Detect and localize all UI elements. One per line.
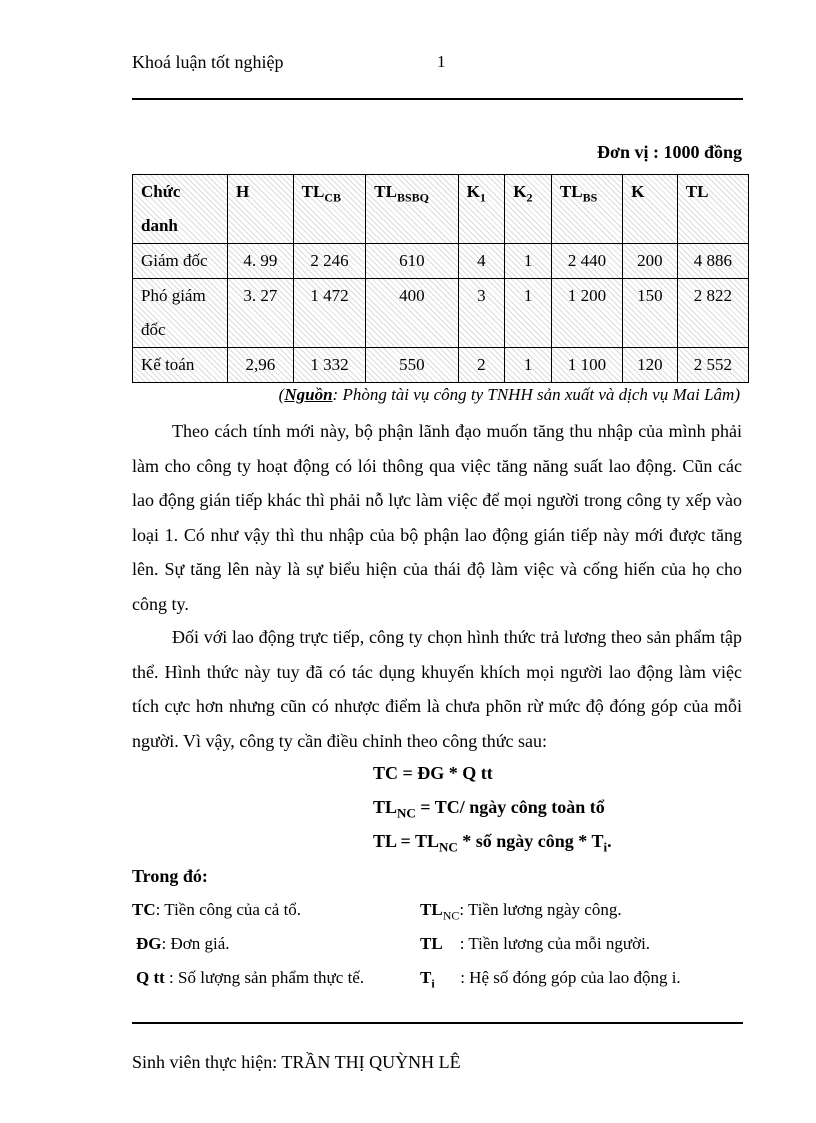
header-tlbsbq-sub: BSBQ [396, 190, 429, 205]
definition-ti [420, 968, 681, 991]
cell-title: Kế toán [133, 348, 228, 383]
formula-tl-sub: NC [438, 839, 458, 855]
header-k2-text: K [513, 182, 527, 201]
cell-tlbs: 1 200 [551, 279, 622, 348]
cell-tlbsbq: 550 [366, 348, 458, 383]
paragraph: Đối với lao động trực tiếp, công ty chọn hình thức trả lương theo sản phẩm tập thể. Hình thức này tuy đã có tác dụng khuyến khích mọi người lao động làm việc tích cực hơn nhưng cũn có nhược điểm là chưa phõn rừ mức độ đóng góp của mỗi người. Vì vậy, công ty cần điều chỉnh theo công thức sau: [132, 627, 742, 751]
cell-k1: 2 [458, 348, 505, 383]
table-row [133, 244, 749, 279]
cell-h: 4. 99 [228, 244, 294, 279]
formula-tlnc-sub: NC [397, 805, 416, 821]
where-title: Trong đó: [132, 866, 208, 886]
cell-h: 3. 27 [228, 279, 294, 348]
cell-tl: 4 886 [677, 244, 748, 279]
header-cell-tlbsbq [366, 175, 458, 244]
formula-tl [373, 831, 612, 856]
formula-tlnc-term: TL [373, 797, 398, 817]
definition-dg [136, 934, 230, 954]
cell-tlbs: 1 100 [551, 348, 622, 383]
footer-divider [132, 1022, 743, 1024]
def-term: Q tt [136, 968, 165, 987]
def-text: : Tiền công của cả tổ. [155, 900, 302, 919]
def-text: : Tiền lương của mỗi người. [442, 934, 651, 953]
def-text: : Hệ số đóng góp của lao động i. [434, 968, 681, 987]
header-tlcb-sub: CB [324, 190, 342, 205]
header-cell-k [623, 175, 678, 244]
formula-tc: TC = ĐG * Q tt [373, 763, 493, 783]
cell-k2: 1 [505, 348, 552, 383]
def-sub: i [431, 976, 435, 991]
cell-tlbsbq: 400 [366, 279, 458, 348]
table-row [133, 348, 749, 383]
header-tlcb-text: TL [301, 182, 325, 201]
def-text: : Đơn giá. [161, 934, 230, 953]
header-tlbs-text: TL [559, 182, 583, 201]
header-title: Khoá luận tốt nghiệp [132, 52, 284, 72]
source-open-paren: ( [278, 385, 285, 404]
def-sub: NC [442, 908, 460, 923]
cell-title: Phó giám đốc [133, 279, 228, 348]
formula-tl-end: . [607, 831, 612, 851]
header-tlbsbq-text: TL [374, 182, 397, 201]
cell-k: 150 [623, 279, 678, 348]
paragraph: Theo cách tính mới này, bộ phận lãnh đạo muốn tăng thu nhập của mình phải làm cho công ty hoạt động có lói thông qua việc tăng năng suất lao động. Cũn các lao động gián tiếp khác thì phải nỗ lực làm việc để mọi người trong công ty xếp vào loại 1. Có như vậy thì thu nhập của bộ phận lao động gián tiếp này mới được tăng lên. Sự tăng lên này là sự biểu hiện của thái độ làm việc và cống hiến của họ cho công ty. [132, 421, 742, 614]
header-cell-tlbs [551, 175, 622, 244]
header-cell-title [133, 175, 228, 244]
cell-tl: 2 822 [677, 279, 748, 348]
cell-tlcb: 1 332 [293, 348, 366, 383]
header-cell-k2 [505, 175, 552, 244]
table-row [133, 279, 749, 348]
cell-tlbsbq: 610 [366, 244, 458, 279]
def-term: TC [132, 900, 156, 919]
header-k2-sub: 2 [526, 190, 533, 205]
header-k1-sub: 1 [479, 190, 486, 205]
cell-k1: 3 [458, 279, 505, 348]
formula-tlnc-rest: = TC/ ngày công toàn tổ [415, 797, 605, 817]
def-term: TL [420, 900, 443, 919]
header-k-text: K [631, 182, 645, 201]
formula-tl-rest: * số ngày công * T [457, 831, 604, 851]
header-cell-k1 [458, 175, 505, 244]
header-h-text: H [236, 182, 250, 201]
salary-table [132, 174, 749, 383]
cell-k2: 1 [505, 279, 552, 348]
formula-tl-term: TL = TL [373, 831, 439, 851]
header-k1-text: K [466, 182, 480, 201]
definition-tc [132, 900, 301, 920]
cell-k2: 1 [505, 244, 552, 279]
cell-tlcb: 2 246 [293, 244, 366, 279]
cell-title: Giám đốc [133, 244, 228, 279]
cell-k1: 4 [458, 244, 505, 279]
def-term: TL [420, 934, 443, 953]
cell-k: 120 [623, 348, 678, 383]
footer-author: Sinh viên thực hiện: TRẦN THỊ QUỲNH LÊ [132, 1052, 461, 1072]
def-term: ĐG [136, 934, 162, 953]
header-title-text: Chức danh [141, 182, 181, 235]
source-note [279, 385, 740, 405]
header-tl-text: TL [685, 182, 709, 201]
header-tlbs-sub: BS [582, 190, 598, 205]
source-text: : Phòng tài vụ công ty TNHH sản xuất và dịch vụ Mai Lâm) [332, 385, 740, 404]
cell-tlbs: 2 440 [551, 244, 622, 279]
header-cell-tlcb [293, 175, 366, 244]
cell-tl: 2 552 [677, 348, 748, 383]
def-term: T [420, 968, 432, 987]
cell-k: 200 [623, 244, 678, 279]
def-text: : Số lượng sản phẩm thực tế. [164, 968, 365, 987]
page-number: 1 [437, 52, 446, 71]
header-cell-tl [677, 175, 748, 244]
header-cell-h [228, 175, 294, 244]
formula-tlnc [373, 797, 605, 822]
def-text: : Tiền lương ngày công. [459, 900, 622, 919]
cell-tlcb: 1 472 [293, 279, 366, 348]
cell-h: 2,96 [228, 348, 294, 383]
source-label: Nguồn [284, 385, 333, 404]
table-header-row [133, 175, 749, 244]
definition-tl [420, 934, 650, 954]
header-divider [132, 98, 743, 100]
unit-label: Đơn vị : 1000 đồng [597, 142, 742, 162]
definition-tlnc [420, 900, 622, 923]
definition-qtt [136, 968, 364, 988]
formula-tl-sub2: i [603, 839, 608, 855]
